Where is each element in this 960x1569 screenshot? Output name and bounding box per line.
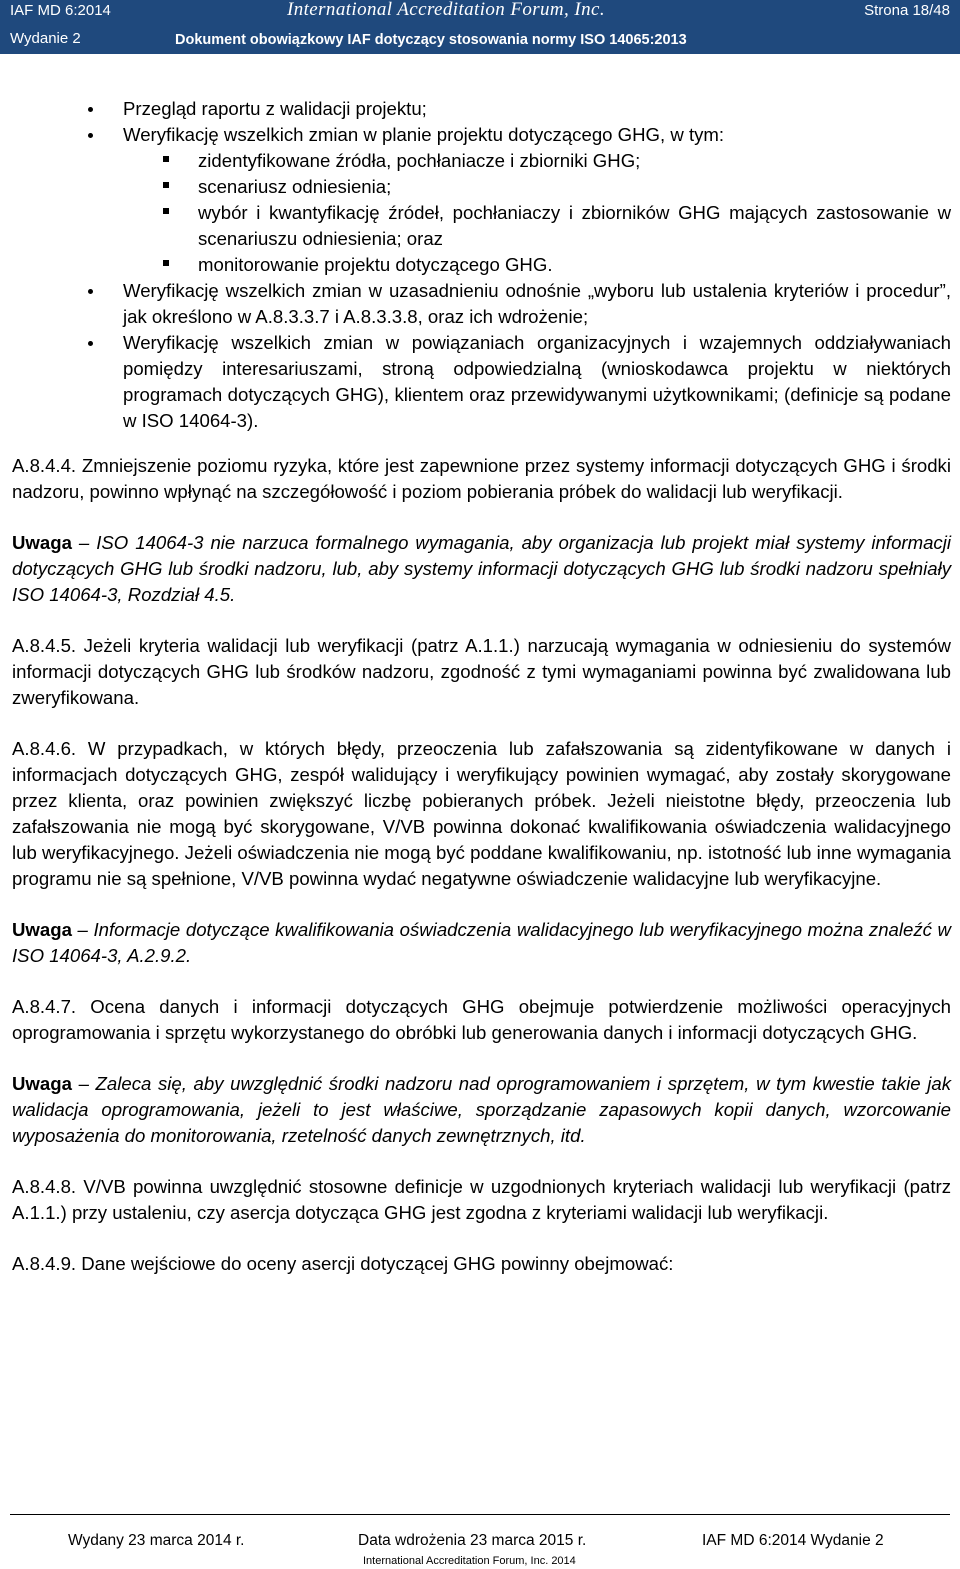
bullet-item: Przegląd raportu z walidacji projektu; bbox=[12, 96, 951, 122]
bullet-item: Weryfikację wszelkich zmian w uzasadnieniu odnośnie „wyboru lub ustalenia kryteriów i procedur”, jak określono w A.8.3.3.7 i A.8.3.3.8, oraz ich wdrożenie; bbox=[12, 278, 951, 330]
footer-effective-date: Data wdrożenia 23 marca 2015 r. bbox=[358, 1532, 587, 1549]
sub-bullet-item: zidentyfikowane źródła, pochłaniacze i zbiorniki GHG; bbox=[12, 148, 951, 174]
header-doc-id: IAF MD 6:2014 bbox=[10, 2, 111, 19]
sub-bullet-item: scenariusz odniesienia; bbox=[12, 174, 951, 200]
note-label: Uwaga bbox=[12, 919, 72, 940]
page-header bbox=[0, 0, 960, 54]
footer-doc-ref: IAF MD 6:2014 Wydanie 2 bbox=[702, 1532, 884, 1549]
paragraph-a846: A.8.4.6. W przypadkach, w których błędy, przeoczenia lub zafałszowania są zidentyfikowane w danych i informacjach dotyczących GHG, zespół walidujący i weryfikujący powinien wymagać, aby zostały skorygowane przez klienta, oraz powinien zwiększyć liczbę pobieranych próbek. Jeżeli nieistotne błędy, przeoczenia lub zafałszowania nie mogą być skorygowane, V/VB powinna dokonać kwalifikowania oświadczenia walidacyjnego lub weryfikacyjnego. Jeżeli oświadczenia nie mogą być poddane kwalifikowaniu, np. istotność lub inne wymagania programu nie są spełnione, V/VB powinna wydać negatywne oświadczenie walidacyjne lub weryfikacyjne. bbox=[12, 738, 951, 889]
note-paragraph bbox=[12, 1071, 951, 1149]
sub-bullet-item: wybór i kwantyfikację źródeł, pochłaniaczy i zbiorników GHG mających zastosowanie w scenariuszu odniesienia; oraz bbox=[12, 200, 951, 252]
paragraph-a844: A.8.4.4. Zmniejszenie poziomu ryzyka, które jest zapewnione przez systemy informacji dotyczących GHG i środki nadzoru, powinno wpłynąć na szczegółowość i poziom pobierania próbek do walidacji lub weryfikacji. bbox=[12, 455, 951, 502]
note-paragraph bbox=[12, 917, 951, 969]
note-text: – ISO 14064-3 nie narzuca formalnego wymagania, aby organizacja lub projekt miał systemy informacji dotyczących GHG lub środki nadzoru, lub, aby systemy informacji dotyczących GHG lub środki nadzoru spełniały ISO 14064-3, Rozdział 4.5. bbox=[12, 532, 951, 605]
paragraph-a845: A.8.4.5. Jeżeli kryteria walidacji lub weryfikacji (patrz A.1.1.) narzucają wymagania w odniesieniu do systemów informacji dotyczących GHG lub środków nadzoru, zgodność z tymi wymaganiami powinna być zwalidowana lub zweryfikowana. bbox=[12, 635, 951, 708]
header-page-number: Strona 18/48 bbox=[864, 2, 950, 19]
footer-issued-date: Wydany 23 marca 2014 r. bbox=[68, 1532, 245, 1549]
note-paragraph bbox=[12, 530, 951, 608]
bullet-item: Weryfikację wszelkich zmian w powiązaniach organizacyjnych i wzajemnych oddziaływaniach pomiędzy interesariuszami, stroną odpowiedzialną (wnioskodawca projektu w niektórych programach dotyczących GHG), klientem oraz przewidywanymi użytkownikami; (definicje są podane w ISO 14064-3). bbox=[12, 330, 951, 434]
paragraph-a848: A.8.4.8. V/VB powinna uwzględnić stosowne definicje w uzgodnionych kryteriach walidacji lub weryfikacji (patrz A.1.1.) przy ustaleniu, czy asercja dotycząca GHG jest zgodna z kryteriami walidacji lub weryfikacji. bbox=[12, 1176, 951, 1223]
header-edition: Wydanie 2 bbox=[10, 30, 81, 47]
paragraph-a849: A.8.4.9. Dane wejściowe do oceny asercji dotyczącej GHG powinny obejmować: bbox=[12, 1253, 674, 1274]
note-label: Uwaga bbox=[12, 1073, 72, 1094]
document-body bbox=[12, 96, 951, 1296]
header-subtitle: Dokument obowiązkowy IAF dotyczący stosowania normy ISO 14065:2013 bbox=[175, 32, 687, 48]
paragraph-a847: A.8.4.7. Ocena danych i informacji dotyczących GHG obejmuje potwierdzenie możliwości operacyjnych oprogramowania i sprzętu wykorzystanego do obróbki lub generowania danych i informacji dotyczących GHG. bbox=[12, 996, 951, 1043]
footer-copyright: International Accreditation Forum, Inc. 2014 bbox=[363, 1555, 576, 1567]
note-label: Uwaga bbox=[12, 532, 72, 553]
note-text: – Informacje dotyczące kwalifikowania oświadczenia walidacyjnego lub weryfikacyjnego można znaleźć w ISO 14064-3, A.2.9.2. bbox=[12, 919, 951, 966]
header-org-name: International Accreditation Forum, Inc. bbox=[287, 0, 605, 20]
footer-divider bbox=[10, 1514, 950, 1515]
note-text: – Zaleca się, aby uwzględnić środki nadzoru nad oprogramowaniem i sprzętem, w tym kwestie takie jak walidacja oprogramowania, jeżeli to jest właściwe, sporządzanie zapasowych kopii danych, wzorcowanie wyposażenia do monitorowania, rzetelność danych zewnętrznych, itd. bbox=[12, 1073, 951, 1146]
sub-bullet-item: monitorowanie projektu dotyczącego GHG. bbox=[12, 252, 951, 278]
bullet-item: Weryfikację wszelkich zmian w planie projektu dotyczącego GHG, w tym: bbox=[12, 122, 951, 148]
